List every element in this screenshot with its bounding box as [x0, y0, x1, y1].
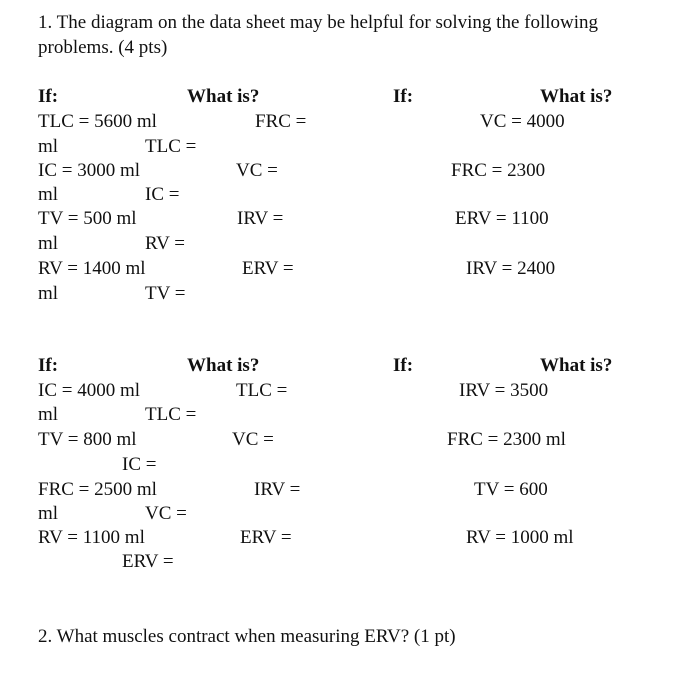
block2-vc-question: VC =: [145, 503, 187, 524]
block2-tv-given: TV = 800 ml: [38, 429, 137, 450]
block2-ic-question: IC =: [122, 454, 157, 475]
block1-ic-given: IC = 3000 ml: [38, 160, 141, 181]
block1-irv-given: IRV = 2400: [466, 258, 556, 279]
block1-frc-question: FRC =: [255, 111, 307, 132]
block1-frc-given: FRC = 2300: [451, 160, 546, 181]
block1-tv-question: TV =: [145, 283, 186, 304]
block2-rv-given-right: RV = 1000 ml: [466, 527, 574, 548]
block1-ml-1: ml: [38, 136, 59, 157]
block1-tlc-question: TLC =: [145, 136, 197, 157]
block1-ic-question: IC =: [145, 184, 180, 205]
block1-what-header: What is?: [187, 86, 260, 107]
block1-tv-given: TV = 500 ml: [38, 208, 137, 229]
block2-tlc-mid-question: TLC =: [236, 380, 288, 401]
block1-ml-2: ml: [38, 184, 59, 205]
block1-if-header: If:: [38, 86, 59, 107]
block2-rv-given: RV = 1100 ml: [38, 527, 145, 548]
block1-right-what-header: What is?: [540, 86, 613, 107]
block1-erv-given: ERV = 1100: [455, 208, 549, 229]
block1-right-if-header: If:: [393, 86, 414, 107]
question-2: 2. What muscles contract when measuring ERV? (1 pt): [38, 626, 456, 647]
block2-if-header: If:: [38, 355, 59, 376]
block1-rv-given: RV = 1400 ml: [38, 258, 146, 279]
block2-right-what-header: What is?: [540, 355, 613, 376]
block2-right-if-header: If:: [393, 355, 414, 376]
block2-irv-given: IRV = 3500: [459, 380, 549, 401]
block1-vc-given: VC = 4000: [480, 111, 565, 132]
question-1-line-2: problems. (4 pts): [38, 37, 168, 58]
block2-erv-mid-question: ERV =: [240, 527, 292, 548]
block1-vc-question: VC =: [236, 160, 278, 181]
block2-tv-given-right: TV = 600: [474, 479, 548, 500]
block2-frc-given-right: FRC = 2300 ml: [447, 429, 566, 450]
block2-tlc-question: TLC =: [145, 404, 197, 425]
block1-irv-question: IRV =: [237, 208, 284, 229]
block2-irv-question: IRV =: [254, 479, 301, 500]
block2-vc-mid-question: VC =: [232, 429, 274, 450]
block1-rv-question: RV =: [145, 233, 185, 254]
block1-erv-question: ERV =: [242, 258, 294, 279]
block2-ic-given: IC = 4000 ml: [38, 380, 141, 401]
block2-what-header: What is?: [187, 355, 260, 376]
block2-ml-2: ml: [38, 503, 59, 524]
block1-ml-3: ml: [38, 233, 59, 254]
block1-ml-4: ml: [38, 283, 59, 304]
question-1-line-1: 1. The diagram on the data sheet may be helpful for solving the following: [38, 12, 599, 33]
block2-ml-1: ml: [38, 404, 59, 425]
block2-erv-question: ERV =: [122, 551, 174, 572]
block2-frc-given: FRC = 2500 ml: [38, 479, 157, 500]
block1-tlc-given: TLC = 5600 ml: [38, 111, 157, 132]
